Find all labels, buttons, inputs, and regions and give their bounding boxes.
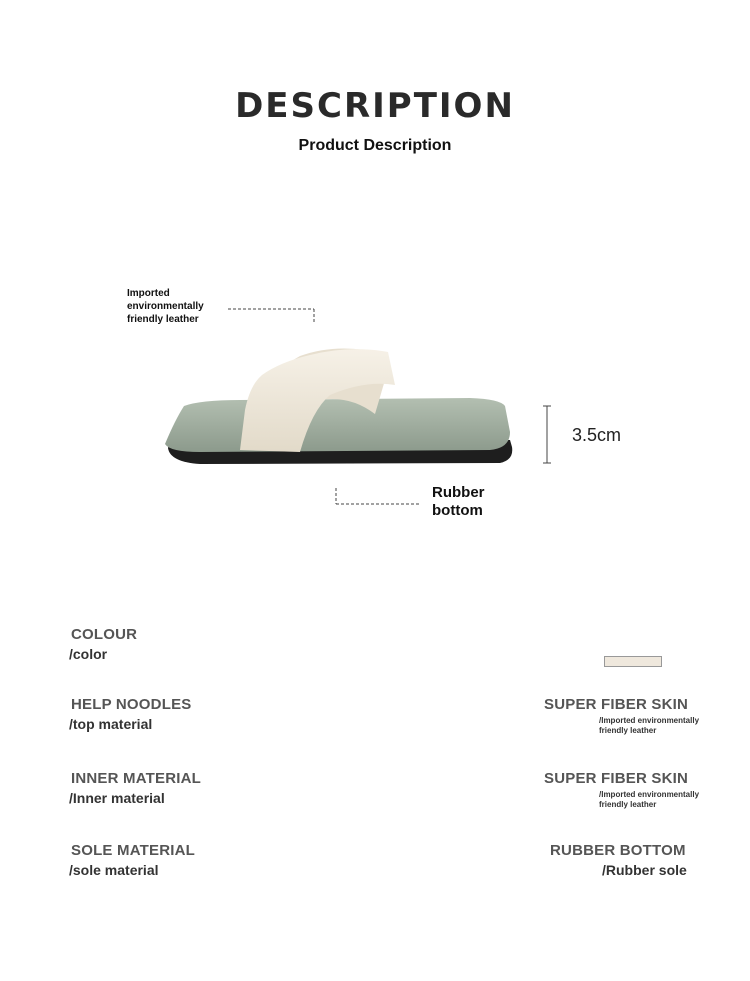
spec-colour-title: COLOUR bbox=[71, 626, 138, 643]
spec-inner-sub: /Inner material bbox=[69, 790, 165, 806]
page-subtitle: Product Description bbox=[298, 137, 452, 154]
spec-sole-value: RUBBER BOTTOM bbox=[550, 842, 686, 859]
spec-top-title: HELP NOODLES bbox=[71, 696, 192, 713]
spec-sole-sub: /sole material bbox=[69, 862, 159, 878]
sandal-image bbox=[165, 348, 512, 464]
footbed-shape bbox=[165, 398, 510, 452]
leather-callout: Imported environmentally friendly leather bbox=[127, 288, 204, 325]
spec-top-value: SUPER FIBER SKIN bbox=[544, 696, 689, 713]
spec-colour-sub: /color bbox=[69, 646, 108, 662]
spec-top-sub: /top material bbox=[69, 716, 153, 732]
spec-sole-note: /Rubber sole bbox=[602, 862, 687, 878]
spec-inner-title: INNER MATERIAL bbox=[71, 770, 202, 787]
spec-sole-title: SOLE MATERIAL bbox=[71, 842, 195, 859]
spec-top-note: /Imported environmentally friendly leather bbox=[599, 716, 700, 735]
colour-swatch bbox=[604, 656, 662, 667]
spec-inner-note: /Imported environmentally friendly leather bbox=[599, 790, 700, 809]
rubber-callout: Rubber bottom bbox=[432, 484, 485, 519]
page-title: DESCRIPTION bbox=[235, 86, 515, 126]
spec-inner-value: SUPER FIBER SKIN bbox=[544, 770, 689, 787]
height-label: 3.5cm bbox=[572, 425, 622, 445]
